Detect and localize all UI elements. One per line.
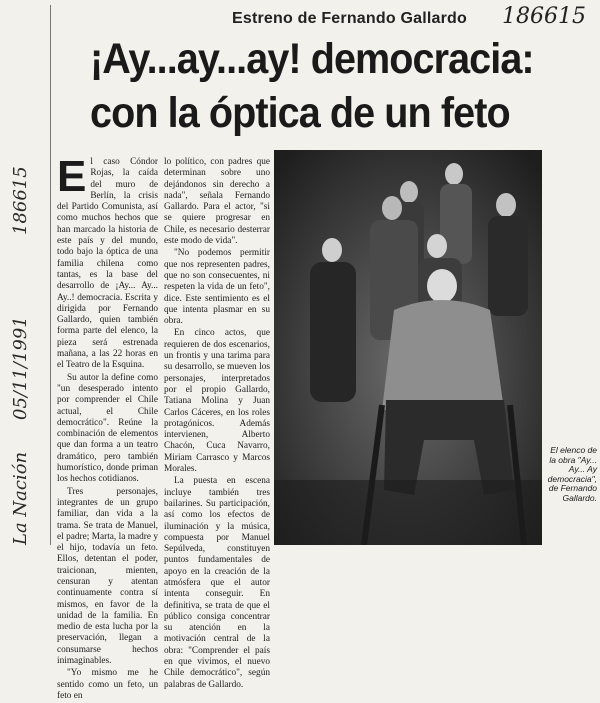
paragraph: El caso Cóndor Rojas, la caída del muro de Berlín, la crisis del Partido Comunista, así como muchos hechos que han marcado la historia de este país y del mundo, todo bajo la óptica de una familia chilena como tantas, es la base del desarrollo de ¡Ay... Ay... Ay..! democracia. Escrita y dirigida por Fernando Gallardo, quien también forma parte del elenco, la pieza será estrenada mañana, a las 22 horas en el Teatro de la Esquina. bbox=[57, 152, 158, 371]
paragraph: "Yo mismo me he sentido como un feto, un feto en bbox=[57, 668, 158, 701]
paragraph: En cinco actos, que requieren de dos escenarios, un frontis y una tarima para su desarrollo, se mueven los personajes, interpretados por el propio Gallardo, Tatiana Molina y Juan Carlos Cáceres, en los roles protagónicos. Además intervienen, Alberto Chacón, Cuca Navarro, Miriam Carrasco y Marcos Morales. bbox=[164, 328, 270, 475]
headline-line-2: con la óptica de un feto bbox=[90, 89, 510, 137]
headline-line-1: ¡Ay...ay...ay! democracia: bbox=[90, 35, 534, 83]
handwritten-archive-number: 186615 bbox=[502, 4, 586, 29]
drop-cap: E bbox=[57, 152, 87, 201]
paragraph: La puesta en escena incluye también tres bailarines. Su participación, así como los efectos de iluminación y la música, compuesta por Manuel Sepúlveda, constituyen puntos fundamentales de apoyo en la creación de la atmósfera que el autor intenta conseguir. En definitiva, se trata de que el público consiga concentrar su atención en la motivación central de la obra: "Comprender el país en que vivimos, el nuevo Chile democrático", según palabras de Gallardo. bbox=[164, 476, 270, 690]
paragraph: Tres personajes, integrantes de un grupo familiar, dan vida a la trama. Se trata de Manuel, el padre; Marta, la madre y el hijo, todavía un feto. Ellos, detentan el poder, traicionan, mienten, censuran y atentan continuamente contra sí mismos, en favor de la unidad de la familia. En medio de esta lucha por la preservación, llegan a consumarse hechos inimaginables. bbox=[57, 486, 158, 667]
photo-caption: El elenco de la obra "Ay... Ay... Ay democracia", de Fernando Gallardo. bbox=[547, 445, 597, 503]
paragraph: lo político, con padres que determinan sobre uno dejándonos sin derecho a nada", señala Fernando Gallardo. Para el actor, "si se quiere progresar en Chile, es necesario desterrar este modo de vida". bbox=[164, 157, 270, 247]
cast-photo-image bbox=[274, 150, 542, 545]
handwritten-margin-note bbox=[2, 150, 42, 550]
article-headline bbox=[90, 32, 532, 140]
margin-source: La Nación bbox=[10, 451, 31, 545]
article-column-2 bbox=[164, 157, 270, 692]
paragraph: "No podemos permitir que nos representen padres, que no son consecuentes, ni respeten la vida de un feto", dice. Este sentimiento es el que intenta plasmar en su obra. bbox=[164, 248, 270, 327]
article-kicker: Estreno de Fernando Gallardo bbox=[232, 10, 467, 27]
cast-photo bbox=[274, 150, 542, 545]
article-column-1 bbox=[57, 152, 158, 703]
margin-number: 186615 bbox=[10, 166, 31, 235]
column-rule bbox=[50, 5, 51, 545]
paragraph: Su autor la define como "un desesperado intento por comprender el Chile actual, el Chile democrático". Reúne la combinación de elementos que dan forma a un teatro dramático, pero también humorístico, donde priman los hechos cotidianos. bbox=[57, 372, 158, 485]
margin-date: 05/11/1991 bbox=[10, 316, 31, 420]
